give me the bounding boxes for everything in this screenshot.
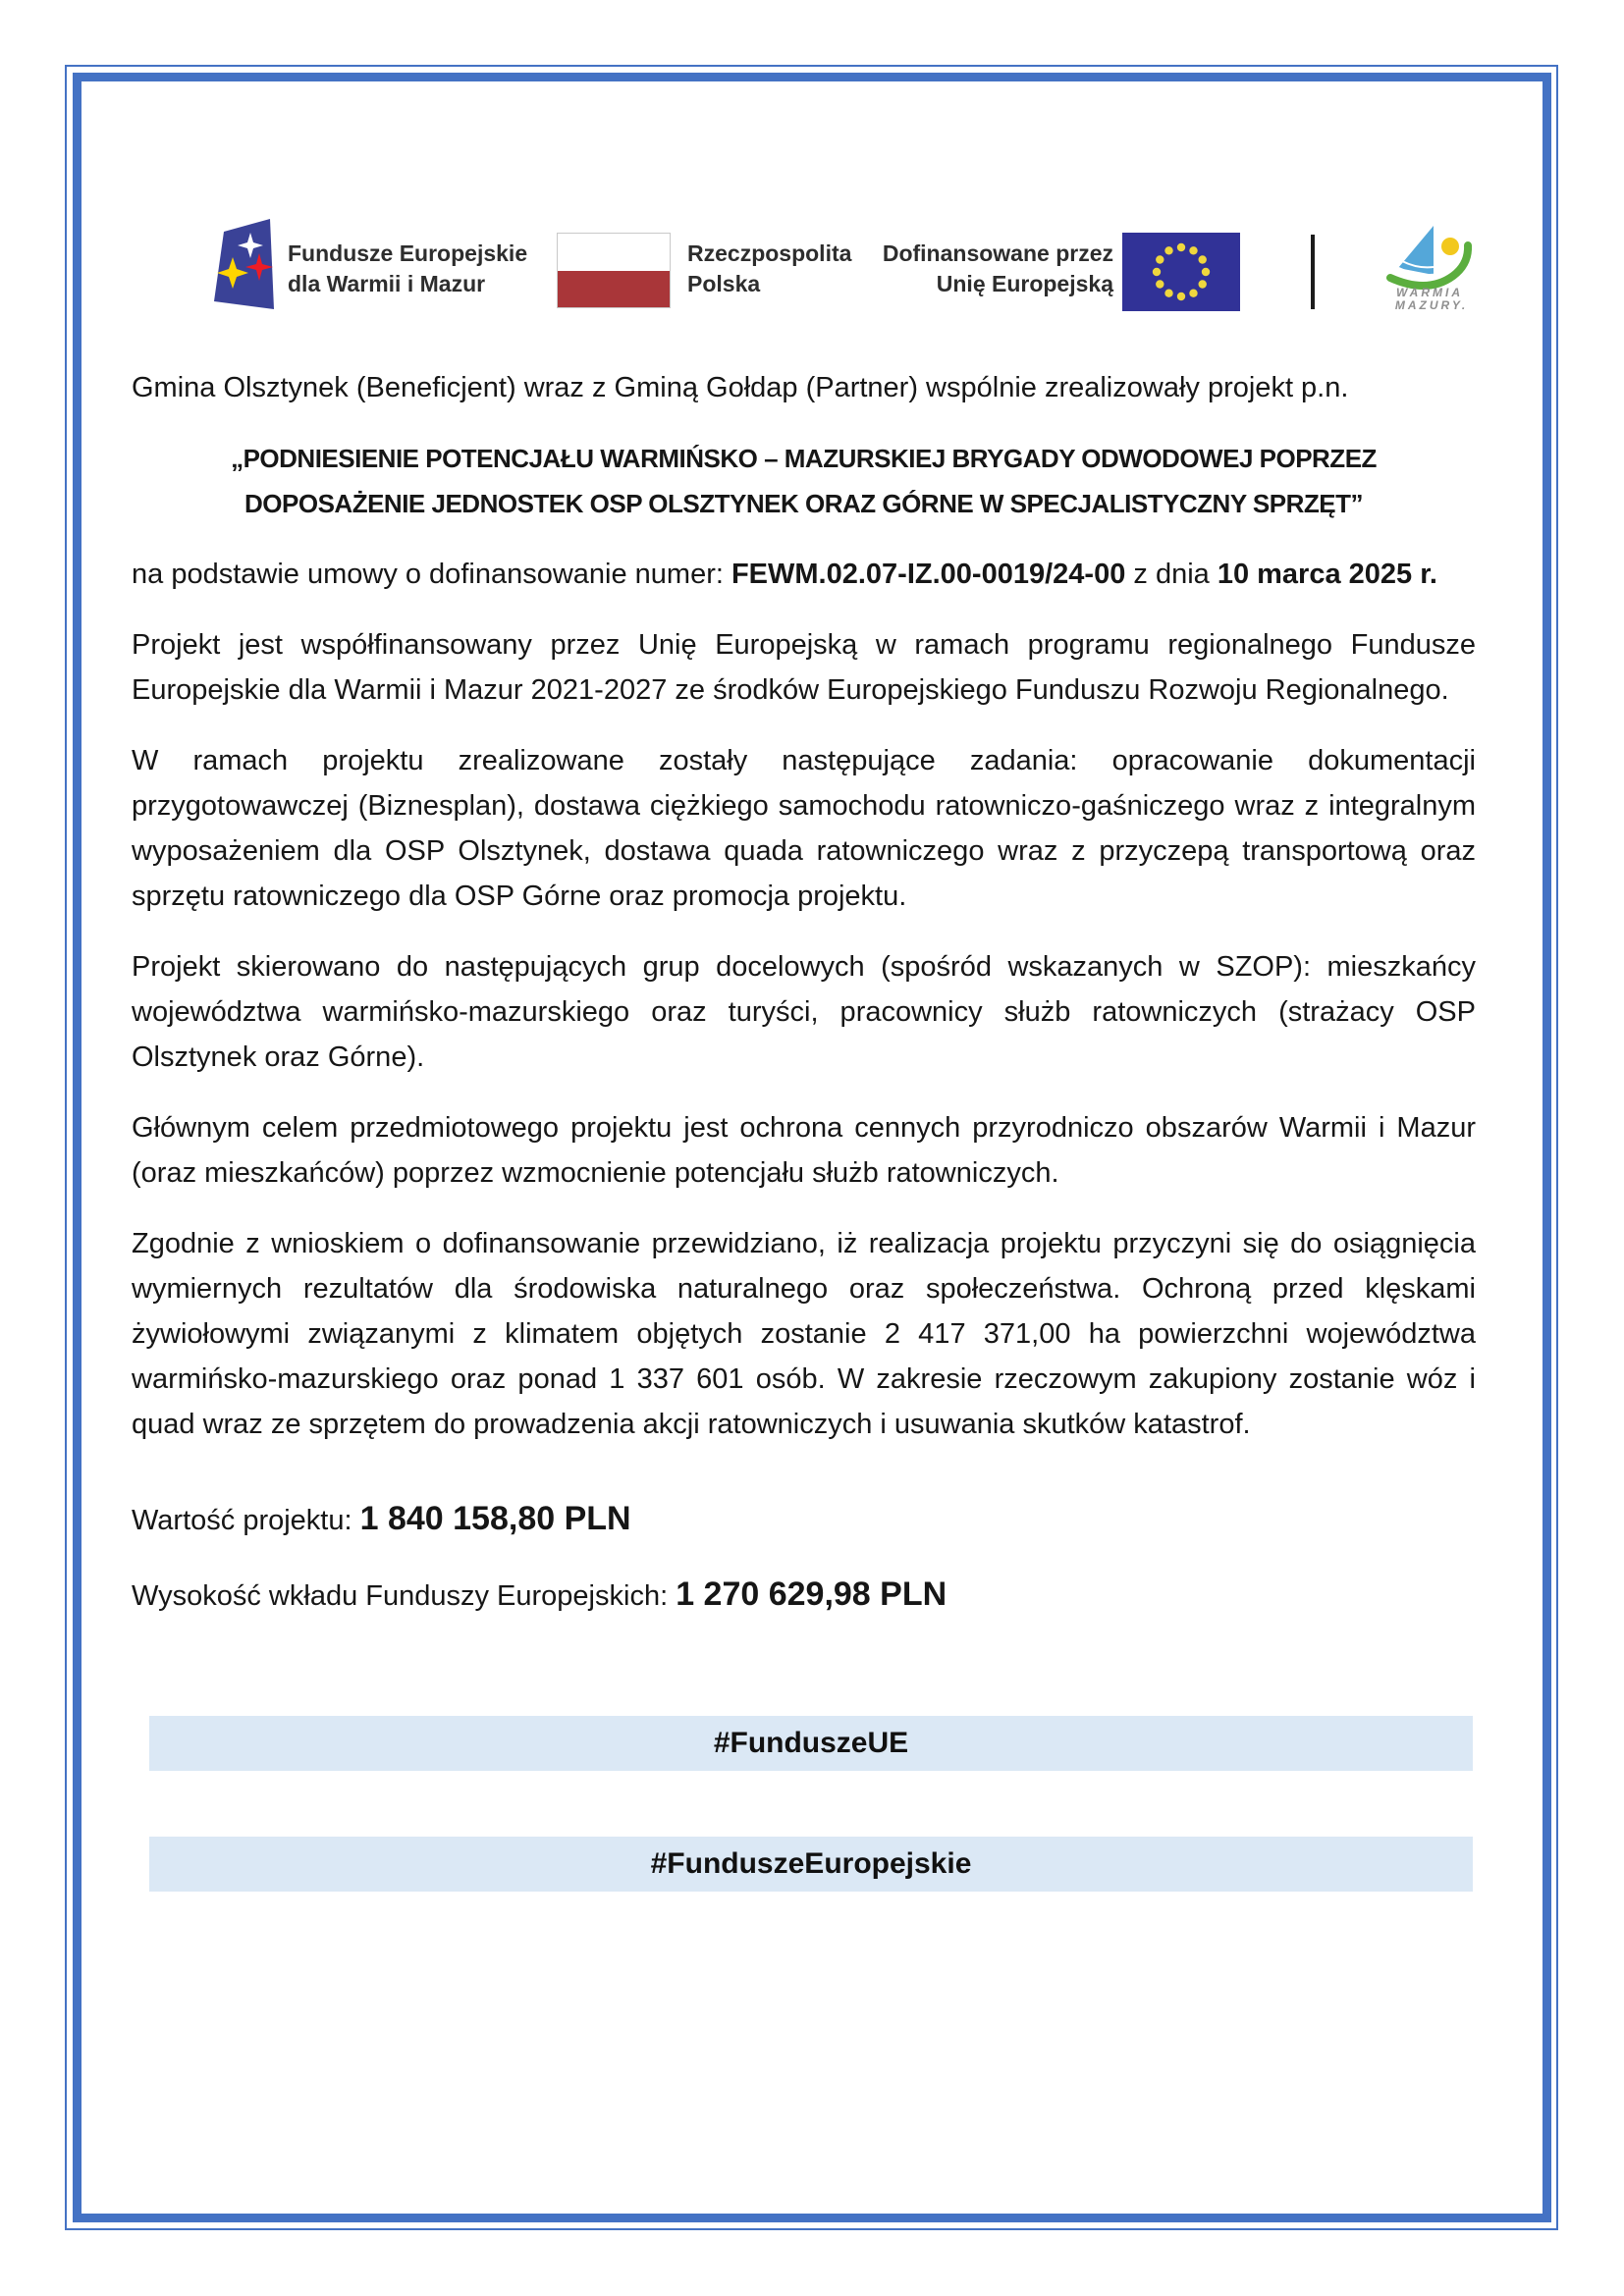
project-title-line1: „PODNIESIENIE POTENCJAŁU WARMIŃSKO – MAZURSKIEJ BRYGADY ODWODOWEJ POPRZEZ (231, 444, 1377, 473)
target-groups-paragraph: Projekt skierowano do następujących grup docelowych (spośród wskazanych w SZOP): mieszkańcy województwa warmińsko-mazurskiego oraz turyści, pracownicy służb ratowniczych (strażacy OSP Olsztynek oraz Górne). (132, 951, 1476, 1073)
results-paragraph: Zgodnie z wnioskiem o dofinansowanie przewidziano, iż realizacja projektu przyczyni się do osiągnięcia wymiernych rezultatów dla środowiska naturalnego oraz społeczeństwa. Ochroną przed klęskami żywiołowymi związanymi z klimatem objętych zostanie 2 417 371,00 ha powierzchni województwa warmińsko-mazurskiego oraz ponad 1 337 601 osób. W zakresie rzeczowym zakupiony zostanie wóz i quad wraz ze sprzętem do prowadzenia akcji ratowniczych i usuwania skutków katastrof. (132, 1228, 1476, 1440)
eu-funds-logo-label (288, 239, 527, 299)
goal-paragraph: Głównym celem przedmiotowego projektu jest ochrona cennych przyrodniczo obszarów Warmii i Mazur (oraz mieszkańców) poprzez wzmocnienie potencjału służb ratowniczych. (132, 1112, 1476, 1189)
eu-funds-logo-line2: dla Warmii i Mazur (288, 271, 486, 296)
eu-contribution-line (132, 1570, 1476, 1621)
agreement-paragraph (132, 552, 1476, 597)
hashtag-bar-fundusze-europejskie (149, 1837, 1473, 1892)
cofinancing-paragraph: Projekt jest współfinansowany przez Unię Europejską w ramach programu regionalnego Fundusze Europejskie dla Warmii i Mazur 2021-2027 ze środków Europejskiego Funduszu Rozwoju Regionalnego. (132, 629, 1476, 706)
intro-paragraph: Gmina Olsztynek (Beneficjent) wraz z Gminą Gołdap (Partner) wspólnie zrealizowały projekt p.n. (132, 372, 1349, 403)
agreement-number: FEWM.02.07-IZ.00-0019/24-00 (731, 559, 1126, 590)
tasks-paragraph: W ramach projektu zrealizowane zostały następujące zadania: opracowanie dokumentacji przygotowawczej (Biznesplan), dostawa ciężkiego samochodu ratowniczo-gaśniczego wraz z integralnym wyposażeniem dla OSP Olsztynek, dostawa quada ratowniczego wraz z przyczepą transportową oraz sprzętu ratowniczego dla OSP Górne oraz promocja projektu. (132, 745, 1476, 912)
eu-contribution-label: Wysokość wkładu Funduszy Europejskich: (132, 1580, 677, 1612)
eu-funded-label (844, 239, 1113, 299)
hashtag-fundusze-europejskie: #FunduszeEuropejskie (650, 1847, 972, 1880)
warmia-mazury-logo-icon (1379, 222, 1481, 312)
warmia-logo-text-line1: WARMIA (1396, 286, 1463, 299)
poland-flag-icon (557, 233, 671, 308)
poland-label-line2: Polska (687, 271, 761, 296)
eu-funds-logo-line1: Fundusze Europejskie (288, 240, 528, 266)
header-divider (1311, 235, 1315, 309)
eu-flag-icon (1122, 233, 1240, 311)
eu-funds-flag-icon (207, 216, 284, 320)
project-value-amount: 1 840 158,80 PLN (359, 1500, 631, 1537)
eu-funded-label-line1: Dofinansowane przez (882, 240, 1113, 266)
eu-funded-label-line2: Unię Europejską (936, 271, 1113, 296)
project-value-label: Wartość projektu: (132, 1505, 360, 1536)
hashtag-bar-fundusze-ue (149, 1716, 1473, 1771)
eu-contribution-amount: 1 270 629,98 PLN (676, 1575, 947, 1613)
logo-header (0, 0, 1624, 363)
poland-label-line1: Rzeczpospolita (687, 240, 852, 266)
agreement-prefix: na podstawie umowy o dofinansowanie numer: (132, 559, 731, 590)
project-value-line (132, 1494, 1476, 1545)
hashtag-fundusze-ue: #FunduszeUE (713, 1727, 909, 1759)
project-title (132, 436, 1476, 526)
poland-label (687, 239, 851, 299)
document-body (132, 365, 1476, 1892)
agreement-date: 10 marca 2025 r. (1217, 559, 1437, 590)
warmia-logo-text-line2: MAZURY. (1394, 298, 1469, 312)
agreement-middle: z dnia (1125, 559, 1218, 590)
project-title-line2: DOPOSAŻENIE JEDNOSTEK OSP OLSZTYNEK ORAZ GÓRNE W SPECJALISTYCZNY SPRZĘT” (244, 489, 1363, 518)
